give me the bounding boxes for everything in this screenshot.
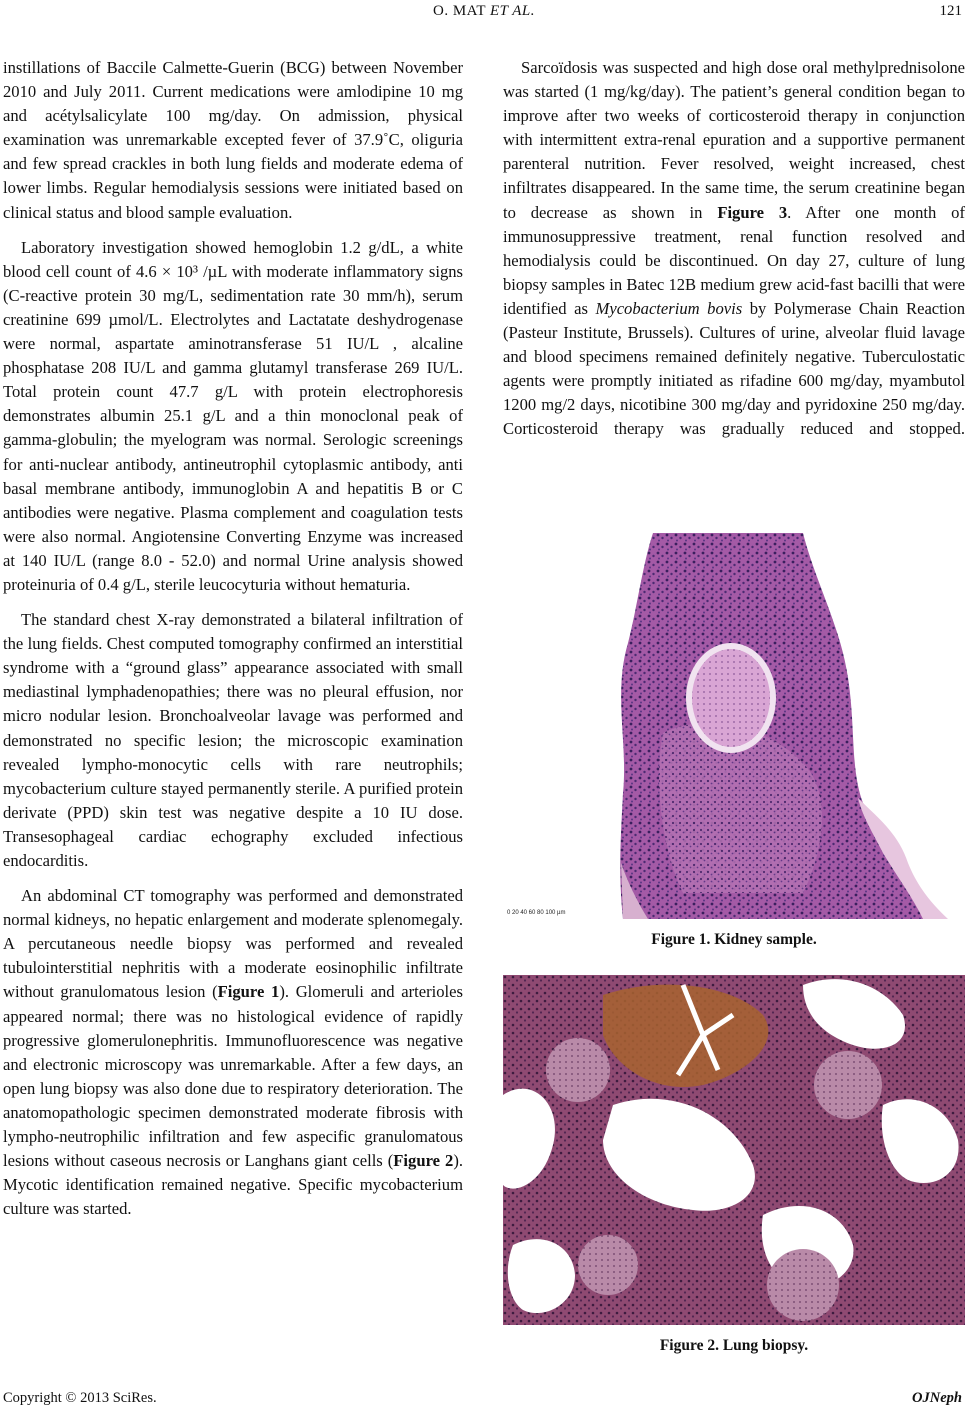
figure-1-kidney-micrograph <box>503 533 965 919</box>
text-span: . After one month of immunosuppressive treatment, renal function resolved and hemodialysis could be discontinued. On day 27, culture of lung biopsy samples in Batec 12B medium grew acid-fast bacilli that were identified as <box>503 202 965 318</box>
lung-histology-image <box>503 975 965 1325</box>
figure-2-reference[interactable]: Figure 2 <box>393 1151 454 1171</box>
kidney-histology-image <box>503 533 965 919</box>
text-span: by Polymerase Chain Reaction (Pasteur Institute, Brussels). Cultures of urine, alveolar fluid lavage and blood specimens remained definitely negative. Tuberculostatic agents were promptly initiated as rifadine 600 mg/day, myambutol 1200 mg/2 days, nicotibine 300 mg/day and pyridoxine 250 mg/day. Corticosteroid therapy was gradually reduced and stopped. <box>503 298 965 439</box>
text-span: ). Glomeruli and arterioles appeared normal; there was no histological evidence of rapidly progressive glomerulonephritis. Immunofluorescence was negative and electronic microscopy was unremarkable. After a few days, an open lung biopsy was also done due to respiratory deterioration. The anatomopathologic specimen demonstrated moderate fibrosis with lympho-neutrophilic infiltration and few aspecific granulomatous lesions without caseous necrosis or Langhans giant cells ( <box>3 982 463 1171</box>
header-title <box>0 3 968 20</box>
scale-bar-label: 0 20 40 60 80 100 µm <box>507 910 566 916</box>
left-paragraph-4 <box>3 884 463 1221</box>
figure-3-reference[interactable]: Figure 3 <box>717 202 788 222</box>
text-span: Sarcoïdosis was suspected and high dose oral methylprednisolone was started (1 mg/kg/day). The patient’s general condition began to improve after two weeks of corticosteroid therapy in conjunction with intermittent extra-renal epuration and a supportive permanent parenteral nutrition. Fever resolved, weight increased, chest infiltrates disappeared. In the same time, the serum creatinine began to decrease as shown in <box>503 58 965 222</box>
figure-2-lung-micrograph <box>503 975 965 1325</box>
journal-name: OJNeph <box>912 1390 962 1406</box>
header-etal: ET AL. <box>490 3 535 19</box>
species-name: Mycobacterium bovis <box>595 298 743 318</box>
figure-1-caption: Figure 1. Kidney sample. <box>651 931 817 948</box>
figure-2-caption: Figure 2. Lung biopsy. <box>659 1337 809 1354</box>
left-paragraph-2: Laboratory investigation showed hemoglobin 1.2 g/dL, a white blood cell count of 4.6 × 10³ /µL with moderate inflammatory signs (C-reactive protein 30 mg/L, sedimentation rate 30 mm/h), serum creatinine 699 µmol/L. Electrolytes and Lactatate deshydrogenase were normal, aspartate aminotransferase 51 IU/L , alcaline phosphatase 208 IU/L and gamma glutamyl transferase 269 IU/L. Total protein count 47.7 g/L with protein electrophoresis demonstrates albumin 25.1 g/L and a thin monoclonal peak of gamma-globulin; the myelogram was normal. Serologic screenings for anti-nuclear antibody, antineutrophil cytoplasmic antibody, anti basal membrane antibody, immunoglobin A and hepatitis B or C antibodies were negative. Plasma complement and coagulation tests were also normal. Angiotensine Converting Enzyme was increased at 140 IU/L (range 8.0 - 52.0) and normal Urine analysis showed proteinuria of 0.4 g/L, sterile leucocyturia without hematuria. <box>3 237 463 594</box>
right-paragraph-1 <box>503 56 965 442</box>
page-number: 121 <box>939 3 962 19</box>
figure-1-reference[interactable]: Figure 1 <box>217 982 280 1002</box>
header-authors: O. MAT <box>433 3 486 19</box>
copyright-notice: Copyright © 2013 SciRes. <box>3 1390 157 1406</box>
left-paragraph-1: instillations of Baccile Calmette-Guerin (BCG) between November 2010 and July 2011. Current medications were amlodipine 10 mg and acétylsalicylate 100 mg/day. On admission, physical examination was unremarkable excepted fever of 37.9˚C, oliguria and few spread crackles in both lung fields and moderate edema of lower limbs. Regular hemodialysis sessions were initiated based on clinical status and blood sample evaluation. <box>3 58 463 222</box>
running-header <box>0 3 968 25</box>
left-column <box>3 56 463 1232</box>
left-paragraph-3: The standard chest X-ray demonstrated a bilateral infiltration of the lung fields. Chest computed tomography confirmed an interstitial syndrome with a “ground glass” appearance associated with small mediastinal lymphadenopathies; there was no pleural effusion, nor micro nodular lesion. Bronchoalveolar lavage was performed and demonstrated no specific lesion; the microscopic examination revealed lympho-monocytic cells with rare neutrophils; mycobacterium culture stayed permanently sterile. A purified protein derivate (PPD) skin test was negative despite a 10 IU dose. Transesophageal cardiac echography excluded infectious endocarditis. <box>3 610 463 870</box>
right-column <box>503 56 965 453</box>
text-span: ). Mycotic identification remained negative. Specific mycobacterium culture was started. <box>3 1151 463 1219</box>
text-span: An abdominal CT tomography was performed and demonstrated normal kidneys, no hepatic enlargement and moderate splenomegaly. A percutaneous needle biopsy was performed and revealed tubulointerstitial nephritis with a moderate eosinophilic infiltrate without granulomatous lesion ( <box>3 886 463 1002</box>
